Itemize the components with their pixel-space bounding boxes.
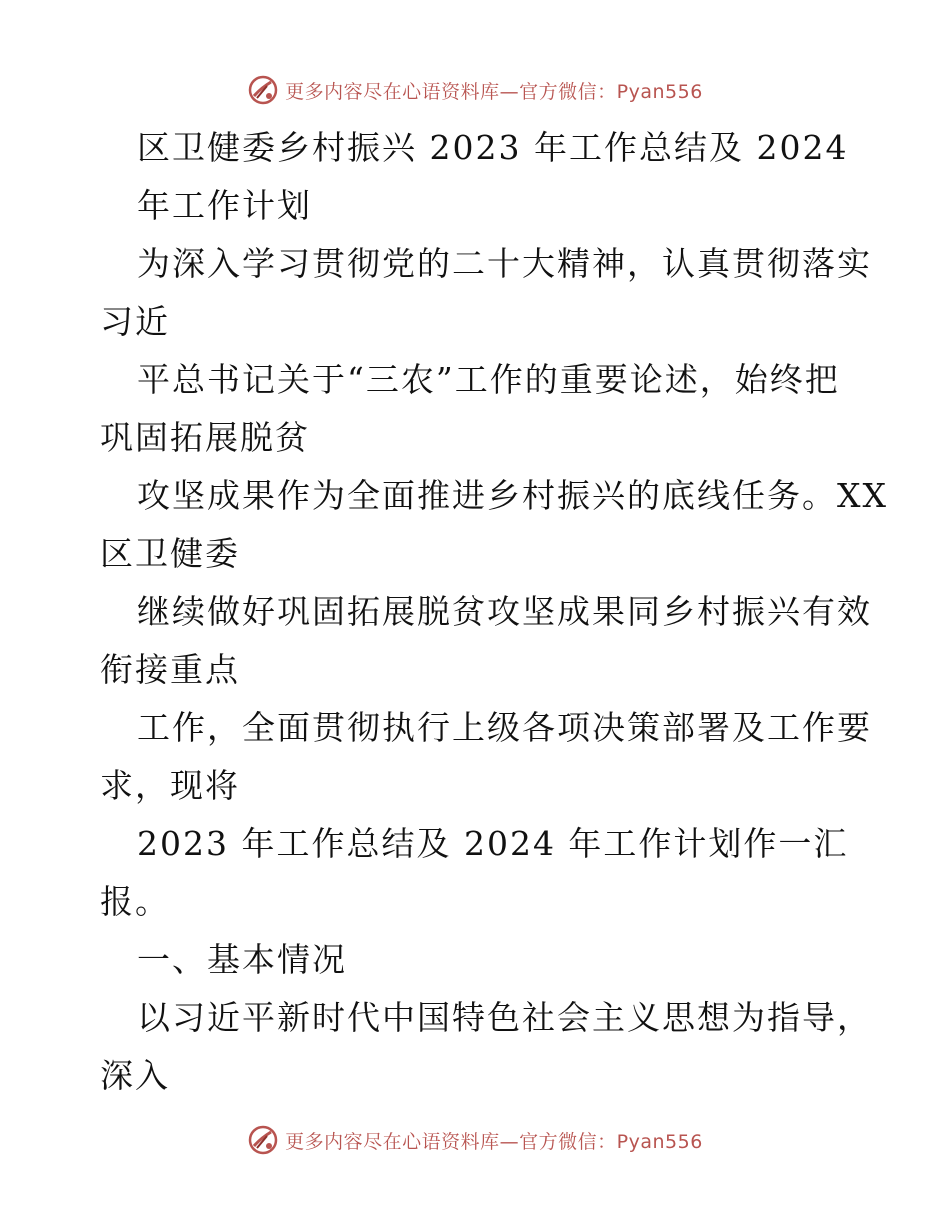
watermark-text: 更多内容尽在心语资料库—官方微信：Pyan556 <box>285 1130 703 1153</box>
paragraph-line: 工作，全面贯彻执行上级各项决策部署及工作要 <box>137 708 872 747</box>
paragraph-line: 习近 <box>100 302 170 341</box>
paragraph-line: 为深入学习贯彻党的二十大精神，认真贯彻落实 <box>137 244 872 283</box>
paragraph-line: 攻坚成果作为全面推进乡村振兴的底线任务。XX <box>137 476 888 515</box>
title-line-1: 区卫健委乡村振兴 2023 年工作总结及 2024 <box>137 128 849 167</box>
section-heading: 一、基本情况 <box>137 940 347 979</box>
paragraph-line: 2023 年工作总结及 2024 年工作计划作一汇 <box>137 824 849 863</box>
paragraph-line: 报。 <box>100 882 170 921</box>
paragraph-line: 衔接重点 <box>100 650 240 689</box>
seal-logo-icon <box>247 1124 279 1156</box>
paragraph-line: 区卫健委 <box>100 534 240 573</box>
header-watermark <box>0 70 950 110</box>
title-line-2: 年工作计划 <box>137 186 312 225</box>
paragraph-line: 巩固拓展脱贫 <box>100 418 310 457</box>
watermark-text: 更多内容尽在心语资料库—官方微信：Pyan556 <box>285 80 703 103</box>
paragraph-line: 继续做好巩固拓展脱贫攻坚成果同乡村振兴有效 <box>137 592 872 631</box>
paragraph-line: 平总书记关于“三农”工作的重要论述，始终把 <box>137 360 840 399</box>
footer-watermark <box>0 1120 950 1160</box>
paragraph-line: 深入 <box>100 1056 170 1095</box>
paragraph-line: 求，现将 <box>100 766 240 805</box>
seal-logo-icon <box>247 74 279 106</box>
paragraph-line: 以习近平新时代中国特色社会主义思想为指导， <box>137 998 872 1037</box>
